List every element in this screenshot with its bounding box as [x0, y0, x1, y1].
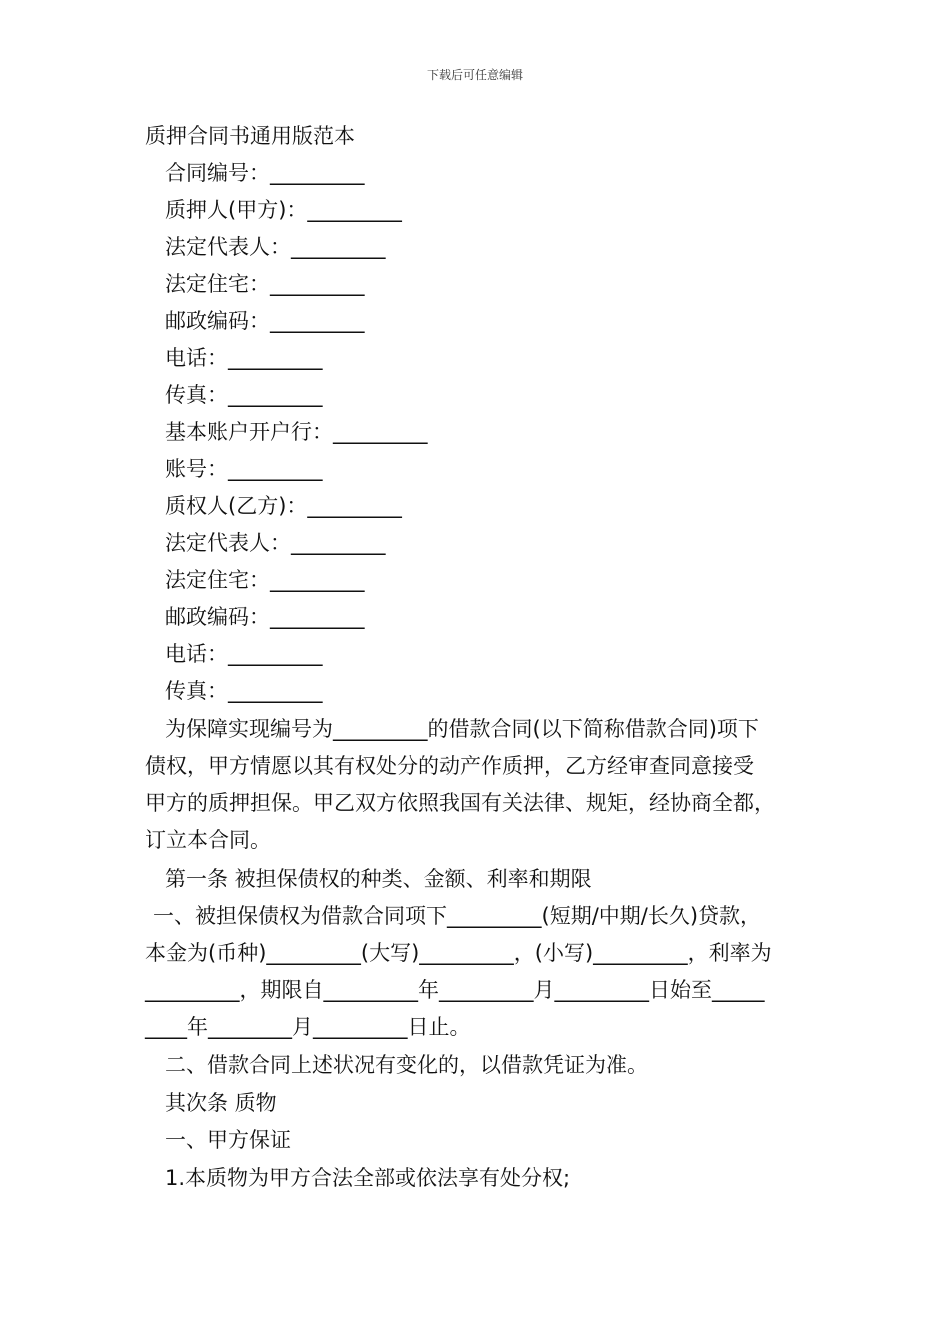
article2-sub1: 一、甲方保证 [165, 1128, 291, 1152]
intro-line: 债权，甲方情愿以其有权处分的动产作质押，乙方经审查同意接受 [145, 754, 754, 778]
field-contract-number: 合同编号：_________ [165, 161, 365, 185]
field-pledgee-fax: 传真：_________ [165, 679, 323, 703]
article1-heading: 第一条 被担保债权的种类、金额、利率和期限 [165, 867, 592, 891]
field-pledgor-fax: 传真：_________ [165, 383, 323, 407]
field-bank-account-branch: 基本账户开户行：_________ [165, 420, 428, 444]
intro-line: 为保障实现编号为_________的借款合同(以下简称借款合同)项下 [165, 717, 759, 741]
intro-line: 甲方的质押担保。甲乙双方依照我国有关法律、规矩，经协商全都， [145, 791, 775, 815]
field-pledgee: 质权人(乙方)：_________ [165, 494, 402, 518]
intro-line: 订立本合同。 [145, 828, 271, 852]
intro-paragraph [145, 711, 835, 859]
field-pledgor: 质押人(甲方)：_________ [165, 198, 402, 222]
document-title: 质押合同书通用版范本 [145, 124, 355, 148]
clause-line: _________，期限自_________年_________月_________日始至_____ [145, 978, 765, 1002]
header-note: 下载后可任意编辑 [426, 68, 523, 82]
field-pledgor-legal-rep: 法定代表人：_________ [165, 235, 386, 259]
article2-item1: 1.本质物为甲方合法全部或依法享有处分权; [165, 1166, 571, 1190]
field-pledgee-legal-rep: 法定代表人：_________ [165, 531, 386, 555]
article1-clause2: 二、借款合同上述状况有变化的，以借款凭证为准。 [165, 1053, 648, 1077]
field-pledgor-address: 法定住宅：_________ [165, 272, 365, 296]
field-pledgee-phone: 电话：_________ [165, 642, 323, 666]
field-pledgor-postcode: 邮政编码：_________ [165, 309, 365, 333]
clause-line: ____年________月_________日止。 [145, 1015, 471, 1039]
field-account-number: 账号：_________ [165, 457, 323, 481]
article1-clause1 [145, 898, 835, 1046]
field-pledgee-address: 法定住宅：_________ [165, 568, 365, 592]
clause-line: 一、被担保债权为借款合同项下_________(短期/中期/长久)贷款， [153, 904, 762, 928]
field-pledgee-postcode: 邮政编码：_________ [165, 605, 365, 629]
article2-heading: 其次条 质物 [165, 1091, 277, 1115]
clause-line: 本金为(币种)_________(大写)_________，(小写)_________，利率为 [145, 941, 772, 965]
field-pledgor-phone: 电话：_________ [165, 346, 323, 370]
